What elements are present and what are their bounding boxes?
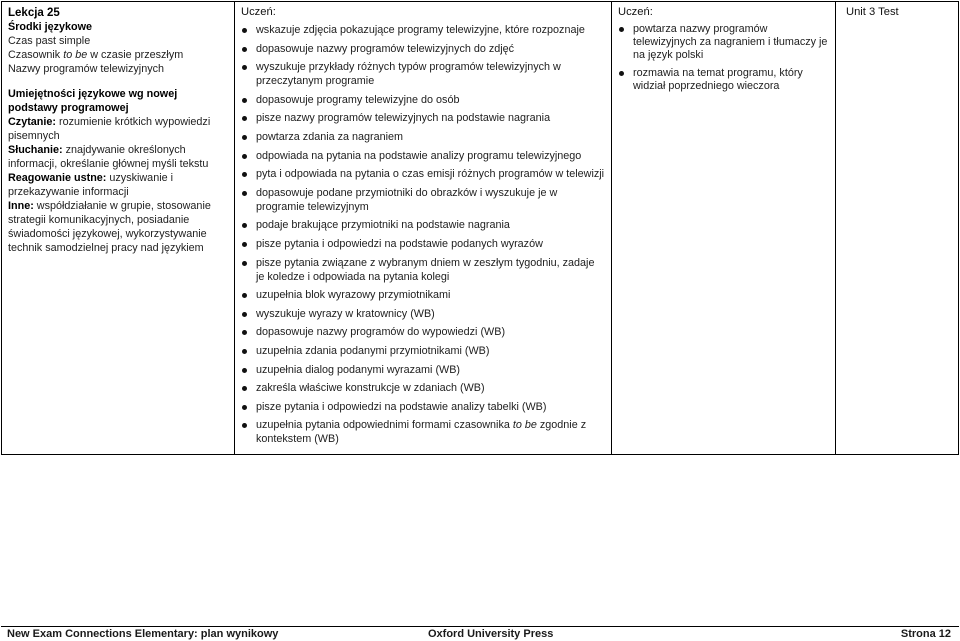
footer-publisher: Oxford University Press bbox=[428, 628, 554, 640]
list-item: uzupełnia blok wyrazowy przymiotnikami bbox=[241, 288, 605, 302]
list-item: uzupełnia pytania odpowiednimi formami czasownika to be zgodnie z kontekstem (WB) bbox=[241, 418, 605, 446]
list-item: uzupełnia dialog podanymi wyrazami (WB) bbox=[241, 363, 605, 377]
student-label: Uczeń: bbox=[241, 6, 276, 18]
skill-speaking: Reagowanie ustne: uzyskiwanie i przekazywanie informacji bbox=[8, 172, 173, 198]
table-row bbox=[2, 2, 959, 455]
list-item: pisze nazwy programów telewizyjnych na podstawie nagrania bbox=[241, 111, 605, 125]
unit-test-label: Unit 3 Test bbox=[846, 6, 899, 18]
list-item: dopasowuje programy telewizyjne do osób bbox=[241, 93, 605, 107]
assessment-cell bbox=[836, 2, 959, 455]
footer-page-number: Strona 12 bbox=[900, 628, 951, 640]
list-item: wskazuje zdjęcia pokazujące programy telewizyjne, które rozpoznaje bbox=[241, 23, 605, 37]
page-footer bbox=[1, 626, 959, 640]
objectives-list bbox=[241, 23, 605, 446]
extended-objectives-cell bbox=[612, 2, 836, 455]
skills-heading: Umiejętności językowe wg nowej podstawy programowej bbox=[8, 88, 178, 114]
lesson-info-cell bbox=[2, 2, 235, 455]
list-item: rozmawia na temat programu, który widział poprzedniego wieczora bbox=[618, 67, 829, 93]
skill-other: Inne: współdziałanie w grupie, stosowanie strategii komunikacyjnych, posiadanie świadomości językowej, wykorzystywanie technik samodzielnej pracy nad językiem bbox=[8, 200, 211, 254]
student-label: Uczeń: bbox=[618, 6, 653, 18]
lesson-title: Lekcja 25 bbox=[8, 7, 60, 19]
list-item: podaje brakujące przymiotniki na podstawie nagrania bbox=[241, 218, 605, 232]
language-means-heading: Środki językowe bbox=[8, 21, 93, 33]
list-item: dopasowuje nazwy programów telewizyjnych do zdjęć bbox=[241, 42, 605, 56]
list-item: pisze pytania i odpowiedzi na podstawie podanych wyrazów bbox=[241, 237, 605, 251]
list-item: dopasowuje nazwy programów do wypowiedzi (WB) bbox=[241, 325, 605, 339]
list-item: powtarza nazwy programów telewizyjnych za nagraniem i tłumaczy je na język polski bbox=[618, 23, 829, 62]
objectives-cell bbox=[235, 2, 612, 455]
list-item: dopasowuje podane przymiotniki do obrazków i wyszukuje je w programie telewizyjnym bbox=[241, 186, 605, 214]
list-item: pyta i odpowiada na pytania o czas emisji różnych programów w telewizji bbox=[241, 167, 605, 181]
list-item: uzupełnia zdania podanymi przymiotnikami (WB) bbox=[241, 344, 605, 358]
vocabulary-item: Nazwy programów telewizyjnych bbox=[8, 63, 165, 75]
grammar-item-to-be: Czasownik to be w czasie przeszłym bbox=[8, 49, 184, 61]
extended-objectives-list bbox=[618, 23, 829, 93]
list-item: pisze pytania związane z wybranym dniem w zeszłym tygodniu, zadaje je koledze i odpowiada na pytania kolegi bbox=[241, 256, 605, 284]
list-item: zakreśla właściwe konstrukcje w zdaniach (WB) bbox=[241, 381, 605, 395]
list-item: powtarza zdania za nagraniem bbox=[241, 130, 605, 144]
grammar-item-past-simple: Czas past simple bbox=[8, 35, 91, 47]
list-item: pisze pytania i odpowiedzi na podstawie analizy tabelki (WB) bbox=[241, 400, 605, 414]
footer-title: New Exam Connections Elementary: plan wynikowy bbox=[7, 628, 279, 640]
skill-listening: Słuchanie: znajdywanie określonych informacji, określanie głównej myśli tekstu bbox=[8, 144, 209, 170]
list-item: odpowiada na pytania na podstawie analizy programu telewizyjnego bbox=[241, 149, 605, 163]
skill-reading: Czytanie: rozumienie krótkich wypowiedzi pisemnych bbox=[8, 116, 211, 142]
list-item: wyszukuje przykłady różnych typów programów telewizyjnych w przeczytanym programie bbox=[241, 60, 605, 88]
list-item: wyszukuje wyrazy w kratownicy (WB) bbox=[241, 307, 605, 321]
lesson-plan-table bbox=[1, 1, 959, 455]
